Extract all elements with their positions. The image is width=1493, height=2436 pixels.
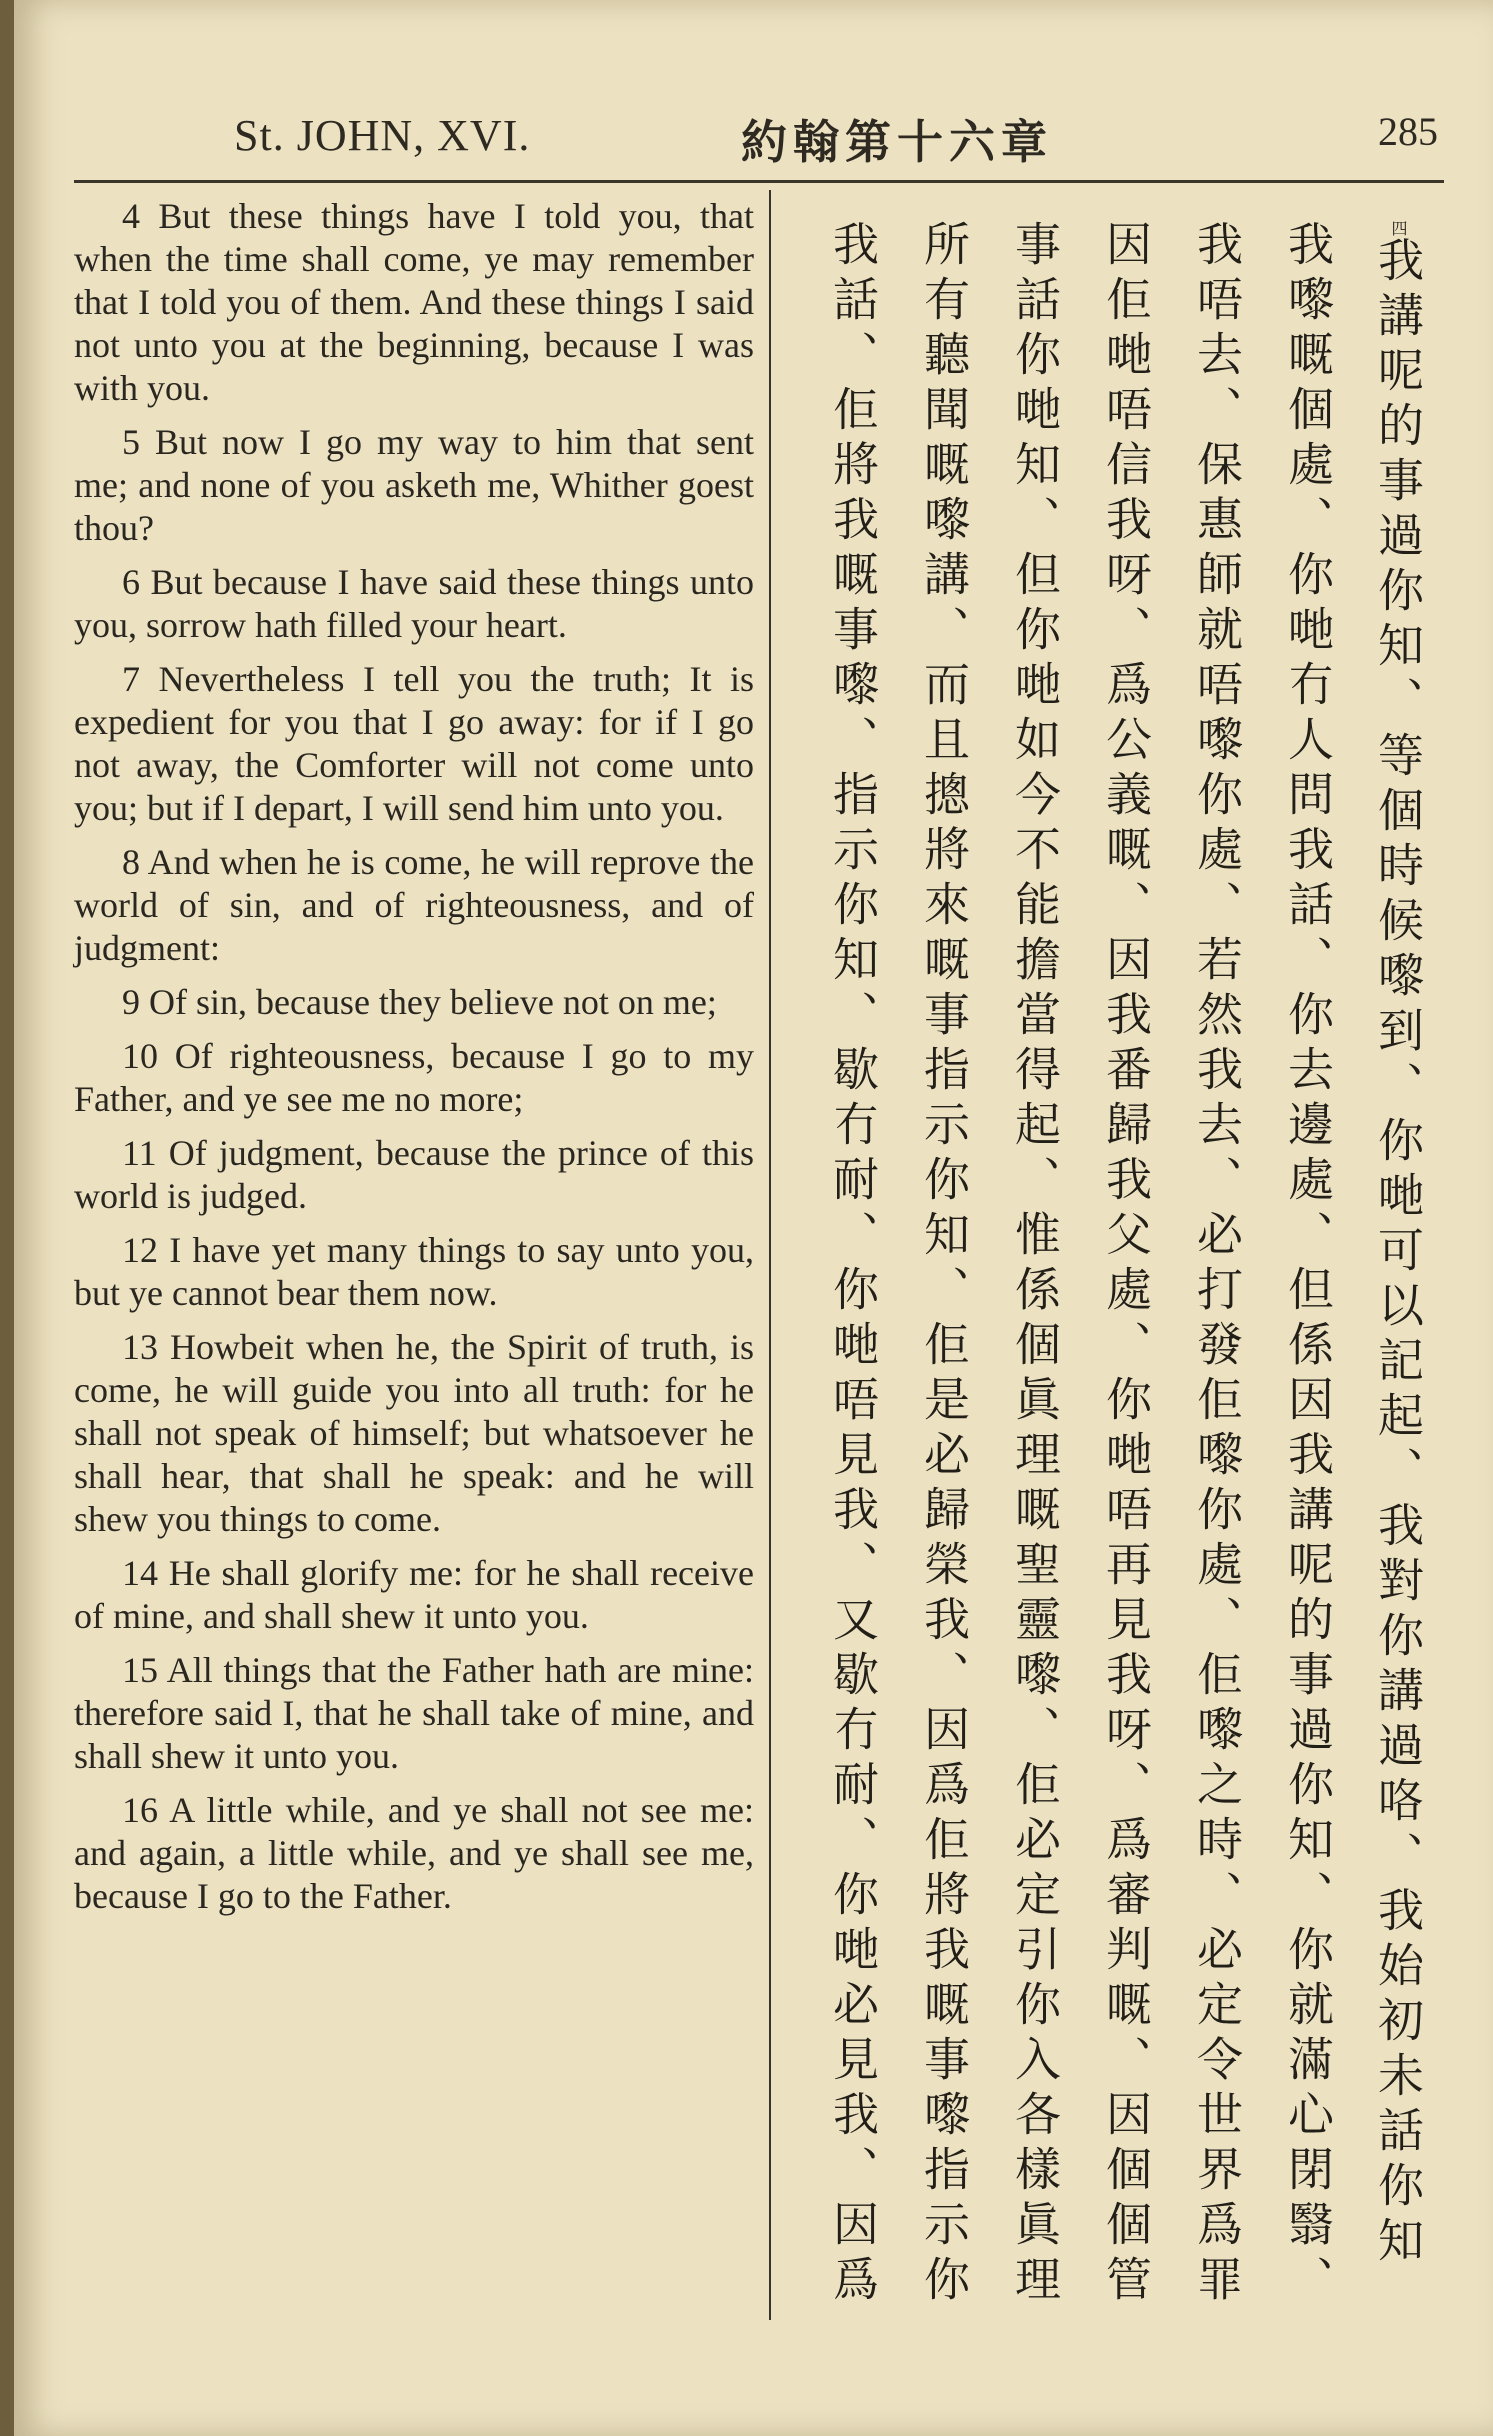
header-rule [74, 180, 1444, 183]
chinese-line-6: 所有聽聞嘅嚟講、而且摠將來嘅事指示你知、佢是必歸榮我、因爲佢將我嘅事嚟指示你 [917, 220, 971, 2310]
verse-14: 14 He shall glorify me: for he shall receive of mine, and shall shew it unto you. [74, 1553, 754, 1636]
english-text-column [74, 195, 754, 2335]
chinese-line-2: 我嚟嘅個處、你哋冇人問我話、你去邊處、但係因我講呢的事過你知、你就滿心閉翳、 [1281, 220, 1335, 2310]
chinese-line-4: 因佢哋唔信我呀、爲公義嘅、因我番歸我父處、你哋唔再見我呀、爲審判嘅、因個個管 [1099, 220, 1153, 2310]
verse-8: 8 And when he is come, he will reprove the world of sin, and of righteousness, and of judgment: [74, 842, 754, 968]
verse-10: 10 Of righteousness, because I go to my Father, and ye see me no more; [74, 1036, 754, 1119]
verse-12: 12 I have yet many things to say unto you, but ye cannot bear them now. [74, 1230, 754, 1313]
english-running-title: St. JOHN, XVI. [234, 111, 531, 160]
verse-9: 9 Of sin, because they believe not on me; [122, 982, 717, 1022]
verse-15: 15 All things that the Father hath are mine: therefore said I, that he shall take of mine, and shall shew it unto you. [74, 1650, 754, 1776]
chinese-line-1: 四我講呢的事過你知、等個時候嚟到、你哋可以記起、我對你講過咯、我始初未話你知 [1371, 220, 1425, 2271]
chinese-line-7: 我話、佢將我嘅事嚟、指示你知、歇冇耐、你哋唔見我、又歇冇耐、你哋必見我、因爲 [826, 220, 880, 2310]
verse-13: 13 Howbeit when he, the Spirit of truth, is come, he will guide you into all truth: for he shall not speak of himself; but whatsoever he shall hear, that shall he speak: and he will shew you things to come. [74, 1327, 754, 1539]
book-page [14, 0, 1493, 2436]
book-spine-edge [0, 0, 14, 2436]
verse-7: 7 Nevertheless I tell you the truth; It is expedient for you that I go away: for if I go not away, the Comforter will not come unto you; but if I depart, I will send him unto you. [74, 659, 754, 828]
chinese-text-column [784, 220, 1444, 2320]
chinese-line-3: 我唔去、保惠師就唔嚟你處、若然我去、必打發佢嚟你處、佢嚟之時、必定令世界爲罪 [1190, 220, 1244, 2310]
verse-16: 16 A little while, and ye shall not see me: and again, a little while, and ye shall see me, because I go to the Father. [74, 1790, 754, 1916]
verse-4: 4 But these things have I told you, that when the time shall come, ye may remember that I told you of them. And these things I said not unto you at the beginning, because I was with you. [74, 196, 754, 408]
chinese-running-title: 約翰第十六章 [741, 115, 1053, 169]
verse-6: 6 But because I have said these things unto you, sorrow hath filled your heart. [74, 562, 754, 645]
column-divider [769, 190, 771, 2320]
page-number: 285 [1378, 109, 1438, 154]
verse-11: 11 Of judgment, because the prince of this world is judged. [74, 1133, 754, 1216]
running-header [14, 100, 1493, 180]
chinese-line-5: 事話你哋知、但你哋如今不能擔當得起、惟係個眞理嘅聖靈嚟、佢必定引你入各樣眞理 [1008, 220, 1062, 2310]
verse-5: 5 But now I go my way to him that sent me; and none of you asketh me, Whither goest thou? [74, 422, 754, 548]
